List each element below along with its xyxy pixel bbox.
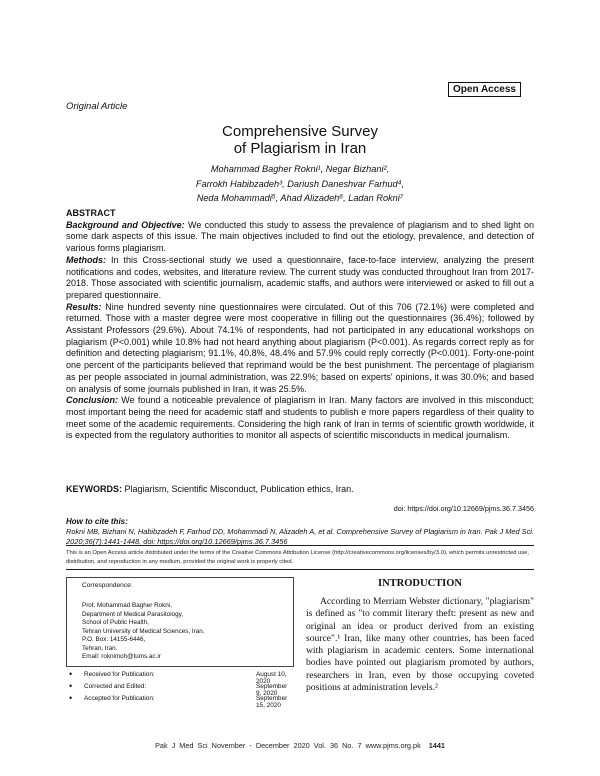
open-access-badge: Open Access bbox=[448, 82, 521, 97]
title-line: of Plagiarism in Iran bbox=[233, 140, 367, 157]
section-label: Results: bbox=[66, 301, 102, 312]
divider bbox=[66, 545, 534, 546]
citation-text: Rokni MB, Bizhani N, Habibzadeh F, Farhud DD, Mohammadi N, Alizadeh A, et al. Comprehensive Survey of Plagiarism in Iran. Pak J Med Sci. 2020;36(7):1441-1448. doi: https://doi.org/10.12669/pjms.36.7.3456 bbox=[66, 527, 534, 547]
journal-info: Pak J Med Sci November - December 2020 Vol. 36 No. 7 www.pjms.org.pk bbox=[155, 741, 421, 750]
correspondence-address bbox=[82, 602, 205, 662]
abstract-methods bbox=[66, 255, 534, 302]
article-type: Original Article bbox=[66, 101, 128, 112]
author-line: Mohammad Bagher Rokni¹, Negar Bizhani², bbox=[210, 164, 390, 174]
publication-dates bbox=[66, 671, 292, 707]
how-to-cite bbox=[66, 517, 534, 548]
date-label: Received for Publication: bbox=[84, 671, 155, 678]
abstract-conclusion bbox=[66, 395, 534, 442]
bullet-icon: • bbox=[69, 681, 73, 691]
page-footer bbox=[0, 741, 600, 750]
abstract-results bbox=[66, 302, 534, 396]
section-text: Nine hundred seventy nine questionnaires were circulated. Out of this 706 (72.1%) were completed and returned. Those with a master degree were most cooperative in filling out the questionnaires (36.4%); followed by Assistant Professors (29.6%). About 74.1% of respondents, had not participated in any educational workshops on plagiarism (P<0.001) while 10.8% had not heard anything about plagiarism (P<0.001). As regards correct reply as for definition and detecting plagiarism; 91.1%, 40.8%, 48.4% and 57.9% could reply correctly (P<0.001). Forty-one-point one percent of the participants believed that reprimand would be the best punishment. The percentage of plagiarism as per people associated in journal administration, was 22.9%; based on experts' opinions, it was 30.0%; and based on analysis of some journals published in Iran, it was 25.5%. bbox=[66, 301, 534, 394]
section-label: Conclusion: bbox=[66, 395, 118, 406]
keywords-text: Plagiarism, Scientific Misconduct, Publication ethics, Iran. bbox=[122, 484, 354, 494]
section-text: We conducted this study to assess the prevalence of plagiarism and to shed light on some dark aspects of this issue. The main objectives included to find out the etiology, prevalence, and detection of various forms plagiarism. bbox=[66, 219, 534, 254]
address-line: School of Public Health, bbox=[82, 619, 149, 626]
date-label: Accepted for Publication: bbox=[84, 695, 155, 702]
divider bbox=[66, 569, 534, 570]
address-line: P.O. Box: 14155-6446, bbox=[82, 636, 146, 643]
section-label: Background and Objective: bbox=[66, 219, 185, 230]
author-line: Farrokh Habibzadeh³, Dariush Daneshvar Farhud⁴, bbox=[195, 178, 405, 189]
section-text: We found a noticeable prevalence of plagiarism in Iran. Many factors are involved in this misconduct; most important being the need for academic staff and students to publish e more papers regardless of their quality to meet some of the academic requirements. Considering the high rank of Iran in terms of scientific growth worldwide, it is expected from the regulatory authorities to monitor all aspects of scientific misconducts in medical journalism. bbox=[66, 395, 534, 441]
address-line: Tehran, Iran. bbox=[82, 644, 118, 652]
how-to-cite-heading: How to cite this: bbox=[66, 517, 128, 526]
bullet-icon: • bbox=[69, 669, 73, 679]
license-text: This is an Open Access article distributed under the terms of the Creative Commons Attribution License (http://creativecommons.org/licenses/by/3.0), which permits unrestricted use, distribution, and reproduction in any medium, provided the original work is properly cited. bbox=[66, 550, 529, 565]
date-row bbox=[66, 683, 292, 695]
author-list bbox=[120, 162, 480, 206]
keywords bbox=[66, 484, 534, 494]
date-value: September 15, 2020 bbox=[256, 695, 288, 709]
intro-paragraph: According to Merriam Webster dictionary, "plagiarism" is defined as "to commit literary theft: present as new and original an idea or product derived from an existing source".¹ Iran, like many other countries, has been faced with plagiarism in academic centers. Some international bodies have pointed out plagiarism promoted by authors, researchers in Iran, even by those occupying coveted positions at administration levels.² bbox=[306, 596, 534, 694]
doi-link[interactable]: doi: https://doi.org/10.12669/pjms.36.7.3456 bbox=[393, 504, 534, 513]
date-row bbox=[66, 671, 292, 683]
title-line: Comprehensive Survey bbox=[222, 123, 378, 140]
abstract-background bbox=[66, 220, 534, 255]
email-link[interactable]: Email: roknimoh@tums.ac.ir bbox=[82, 653, 161, 660]
section-label: Methods: bbox=[66, 254, 106, 265]
paper-title bbox=[150, 123, 450, 157]
bullet-icon: • bbox=[69, 693, 73, 703]
introduction-text bbox=[306, 596, 534, 694]
author-line: Neda Mohammadi⁵, Ahad Alizadeh⁶, Ladan Rokni⁷ bbox=[196, 193, 404, 203]
section-text: In this Cross-sectional study we used a questionnaire, face-to-face interview, analyzing the present notifications and codes, websites, and literature review. The current study was conducted throughout Iran from 2017-2018. Those associated with scientific journalism, academic staffs, and authors were interviewed or asked to fill out a prepared questionnaire. bbox=[66, 254, 534, 300]
date-value: August 10, 2020 bbox=[256, 671, 287, 685]
correspondence-heading: Correspondence: bbox=[82, 582, 133, 589]
introduction-heading: INTRODUCTION bbox=[377, 578, 462, 589]
address-line: Tehran University of Medical Sciences, Iran. bbox=[82, 627, 205, 635]
page-number: 1441 bbox=[428, 741, 445, 750]
address-line: Prof. Mohammad Bagher Rokni, bbox=[82, 602, 172, 609]
abstract-heading: ABSTRACT bbox=[66, 208, 116, 218]
date-label: Corrected and Edited: bbox=[84, 683, 147, 690]
address-line: Department of Medical Parasitology, bbox=[82, 610, 184, 618]
date-value: September 9, 2020 bbox=[256, 683, 288, 697]
keywords-label: KEYWORDS: bbox=[66, 484, 122, 494]
date-row bbox=[66, 695, 292, 707]
abstract bbox=[66, 208, 534, 442]
